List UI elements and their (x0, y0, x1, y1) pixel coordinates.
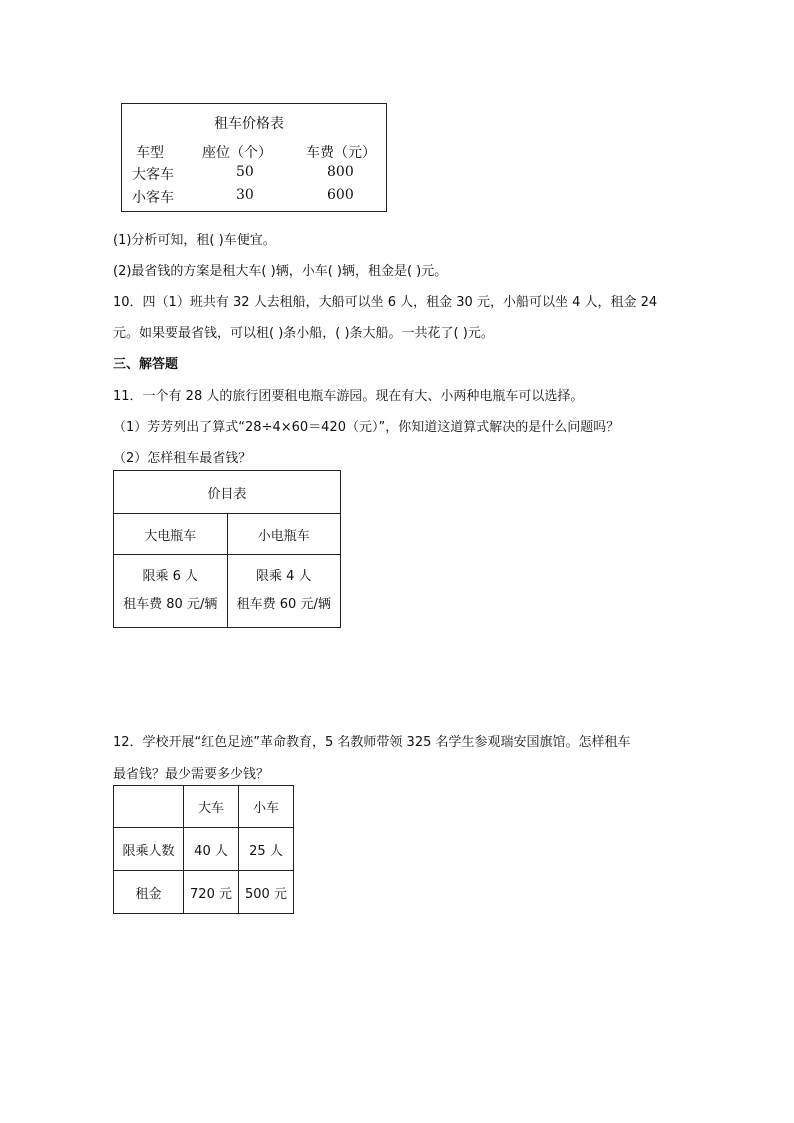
small-cart-name: 小电瓶车 (227, 514, 341, 555)
price-row-2-fee: 600 (327, 187, 354, 203)
vehicle-table-header-big: 大车 (184, 786, 239, 828)
price-table-header-fee: 车费（元） (306, 145, 376, 161)
small-cart-limit: 限乘 4 人 (255, 569, 312, 584)
vehicle-table-header-small: 小车 (239, 786, 294, 828)
price-table-title: 租车价格表 (214, 116, 284, 132)
vehicle-row-capacity-small: 25 人 (239, 828, 294, 871)
q11-stem: 11．一个有 28 人的旅行团要租电瓶车游园。现在有大、小两种电瓶车可以选择。 (113, 389, 584, 404)
price-list-table (113, 470, 341, 628)
vehicle-row-capacity-label: 限乘人数 (114, 828, 184, 871)
vehicle-row-rent-small: 500 元 (239, 871, 294, 914)
price-table-header-seats: 座位（个） (202, 145, 272, 161)
vehicle-rental-table (113, 785, 294, 914)
q11-sub1: （1）芳芳列出了算式“28÷4×60＝420（元）”，你知道这道算式解决的是什么问题吗？ (113, 420, 620, 435)
price-row-2-seats: 30 (236, 187, 254, 203)
q12-line1: 12．学校开展“红色足迹”革命教育，5 名教师带领 325 名学生参观瑞安国旗馆。怎样租车 (113, 735, 631, 750)
q9-sub1: (1)分析可知，租( )车便宜。 (113, 233, 276, 248)
section-heading: 三、解答题 (113, 357, 179, 372)
big-cart-name: 大电瓶车 (114, 514, 228, 555)
big-cart-fee: 租车费 80 元/辆 (123, 597, 218, 612)
big-cart-cell (114, 555, 228, 628)
price-row-1-type: 大客车 (132, 167, 174, 183)
vehicle-row-rent-big: 720 元 (184, 871, 239, 914)
q10-line2: 元。如果要最省钱，可以租( )条小船，( )条大船。一共花了( )元。 (113, 326, 494, 341)
q11-sub2: （2）怎样租车最省钱？ (113, 451, 252, 466)
vehicle-row-capacity-big: 40 人 (184, 828, 239, 871)
rental-price-table (121, 103, 387, 212)
price-row-1-fee: 800 (327, 164, 354, 180)
price-row-1-seats: 50 (236, 164, 254, 180)
vehicle-row-rent-label: 租金 (114, 871, 184, 914)
vehicle-table-corner (114, 786, 184, 828)
price-row-2-type: 小客车 (132, 190, 174, 206)
big-cart-limit: 限乘 6 人 (142, 569, 199, 584)
q12-line2: 最省钱？最少需要多少钱？ (113, 767, 270, 782)
small-cart-fee: 租车费 60 元/辆 (236, 597, 331, 612)
price-table-header-type: 车型 (136, 145, 164, 161)
small-cart-cell (227, 555, 341, 628)
price-list-title: 价目表 (114, 471, 341, 514)
q10-line1: 10．四（1）班共有 32 人去租船，大船可以坐 6 人，租金 30 元，小船可以坐 4 人，租金 24 (113, 295, 658, 310)
q9-sub2: (2)最省钱的方案是租大车( )辆，小车( )辆，租金是( )元。 (113, 264, 448, 279)
